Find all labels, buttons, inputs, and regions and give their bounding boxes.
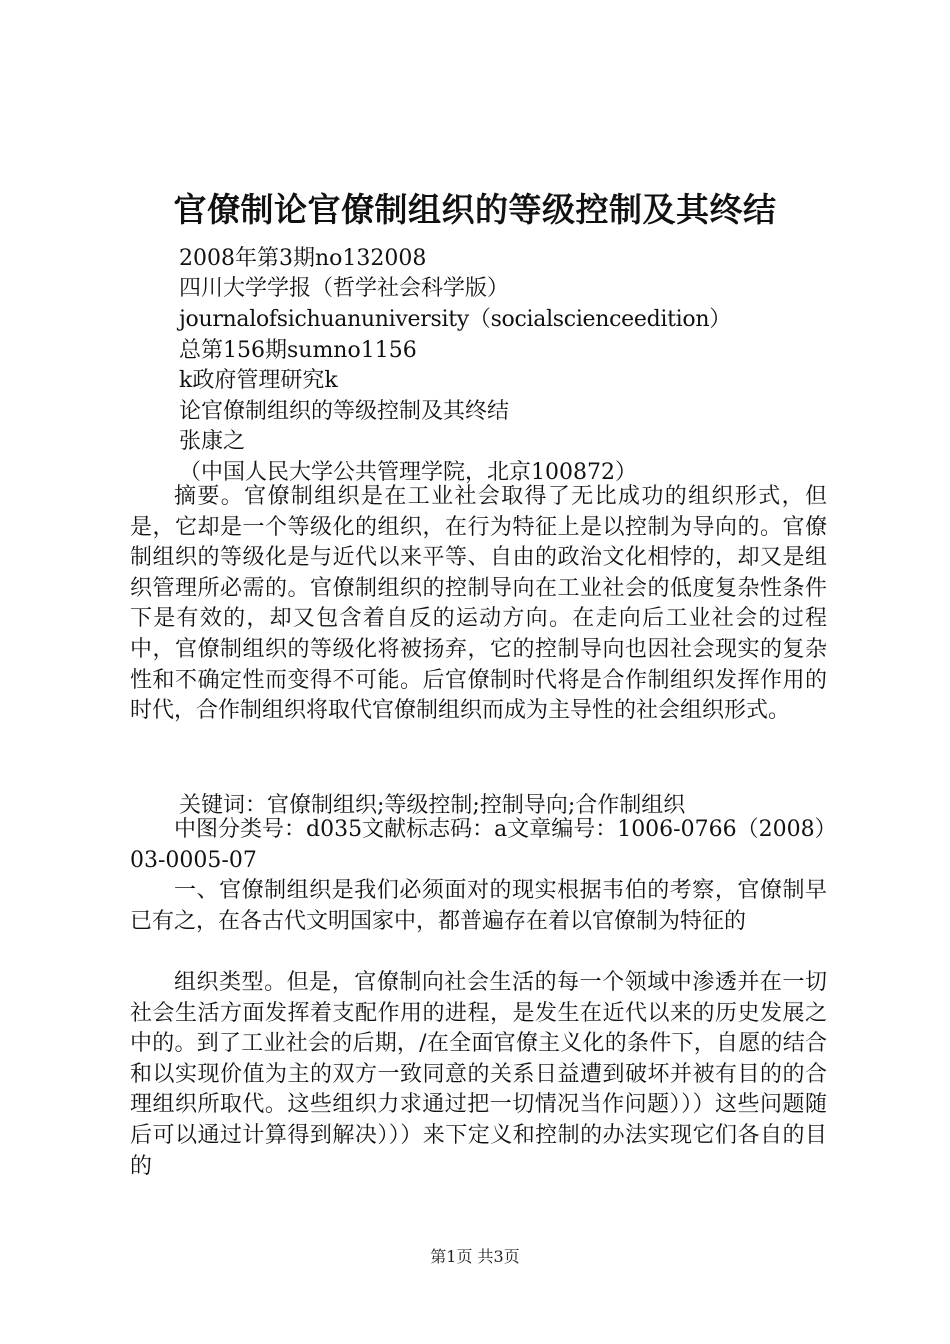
article-title: 论官僚制组织的等级控制及其终结 [179,399,510,424]
author-affiliation: （中国人民大学公共管理学院，北京100872） [179,460,637,485]
section1-body-paragraph: 组织类型。但是，官僚制向社会生活的每一个领域中渗透并在一切社会生活方面发挥着支配作用的进程，是发生在近代以来的历史发展之中的。到了工业社会的后期，/在全面官僚主义化的条件下，自愿的结合和以实现价值为主的双方一致同意的关系日益遭到破坏并被有目的的合理组织所取代。这些组织力求通过把一切情况当作问题）））这些问题随后可以通过计算得到解决）））来下定义和控制的办法实现它们各自的目的 [130,970,827,1179]
page-number: 第1页 共3页 [430,1247,520,1266]
section1-intro-paragraph: 一、官僚制组织是我们必须面对的现实根据韦伯的考察，官僚制早已有之，在各古代文明国家中，都普遍存在着以官僚制为特征的 [130,878,827,934]
total-issue-line: 总第156期sumno1156 [179,338,417,363]
column-name: k政府管理研究k [179,368,338,393]
journal-english-name: journalofsichuanuniversity（socialscienceedition） [179,307,731,332]
journal-name: 四川大学学报（哲学社会科学版） [179,276,510,301]
author-name: 张康之 [179,429,246,454]
keywords-line: 关键词：官僚制组织;等级控制;控制导向;合作制组织 [179,793,686,818]
classification-line: 中图分类号：d035文献标志码：a文章编号：1006-0766（2008）03-0005-07 [130,817,826,873]
document-title: 官僚制论官僚制组织的等级控制及其终结 [173,190,777,229]
abstract-paragraph: 摘要。官僚制组织是在工业社会取得了无比成功的组织形式，但是，它却是一个等级化的组织，在行为特征上是以控制为导向的。官僚制组织的等级化是与近代以来平等、自由的政治文化相悖的，却又是组织管理所必需的。官僚制组织的控制导向在工业社会的低度复杂性条件下是有效的，却又包含着自反的运动方向。在走向后工业社会的过程中，官僚制组织的等级化将被扬弃，它的控制导向也因社会现实的复杂性和不确定性而变得不可能。后官僚制时代将是合作制组织发挥作用的时代，合作制组织将取代官僚制组织而成为主导性的社会组织形式。 [130,484,827,724]
issue-line: 2008年第3期no132008 [179,246,427,271]
